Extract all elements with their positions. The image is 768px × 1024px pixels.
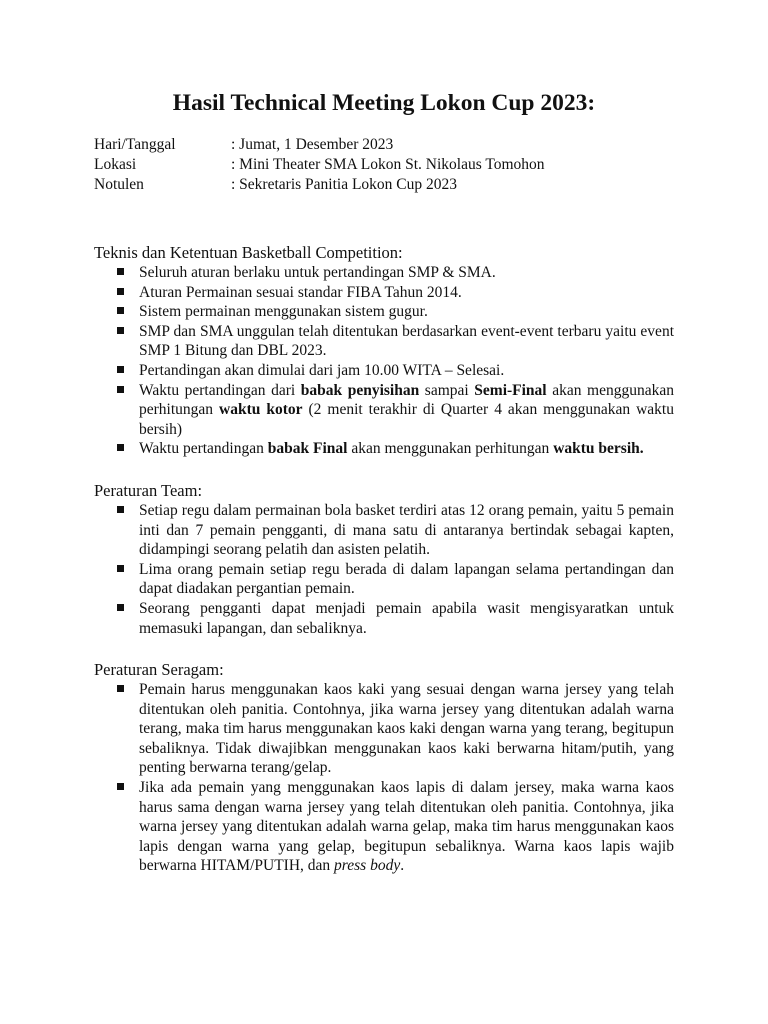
section [94,659,674,876]
square-bullet-icon [117,268,124,275]
list-item [94,680,674,778]
text-run: akan menggunakan perhitungan [139,381,674,419]
section-title: Peraturan Team: [94,480,203,500]
list-item [94,439,674,459]
list-item [94,302,674,322]
text-run: Seorang pengganti dapat menjadi pemain apabila wasit mengisyaratkan untuk memasuki lapangan, dan sebaliknya. [139,599,674,637]
list-item [94,263,674,283]
meta-value: : Jumat, 1 Desember 2023 [231,136,394,153]
text-run: Pemain harus menggunakan kaos kaki yang sesuai dengan warna jersey yang telah ditentukan oleh panitia. Contohnya, jika warna jersey yang ditentukan adalah warna terang, maka tim harus menggunakan kaos kaki dengan warna yang terang, begitupun sebaliknya. Tidak diwajibkan menggunakan kaos kaki berwarna hitam/putih, yang penting berwarna terang/gelap. [139,681,674,777]
section-title: Peraturan Seragam: [94,660,224,680]
section [94,480,674,638]
square-bullet-icon [117,288,124,295]
text-run: akan menggunakan perhitungan [347,440,554,458]
text-run: sampai [419,381,475,399]
square-bullet-icon [117,783,124,790]
text-run: Sistem permainan menggunakan sistem gugur. [139,303,428,321]
list-item [94,381,674,440]
meta-value: : Sekretaris Panitia Lokon Cup 2023 [231,176,458,193]
text-run: Waktu pertandingan [139,440,268,458]
text-run: SMP dan SMA unggulan telah ditentukan berdasarkan event-event terbaru yaitu event SMP 1 Bitung dan DBL 2023. [139,322,674,360]
bold-text: babak penyisihan [300,381,420,399]
section [94,242,674,459]
text-run: Aturan Permainan sesuai standar FIBA Tahun 2014. [139,283,462,301]
text-run: . [400,857,405,875]
list-item [94,501,674,560]
meta-row-date [94,135,674,155]
meta-block [94,135,674,195]
list-item [94,599,674,638]
meta-row-location [94,155,674,175]
bullet-list [94,680,674,876]
text-run: Pertandingan akan dimulai dari jam 10.00 WITA – Selesai. [139,361,505,379]
meta-key: Notulen [94,176,144,193]
bold-text: waktu bersih. [553,440,644,458]
square-bullet-icon [117,366,124,373]
text-run: Jika ada pemain yang menggunakan kaos lapis di dalam jersey, maka warna kaos harus sama dengan warna jersey yang telah ditentukan oleh panitia. Contohnya, jika warna jersey yang ditentukan adalah warna gelap, maka tim harus menggunakan kaos lapis dengan warna yang gelap, begitupun sebaliknya. Warna kaos lapis wajib berwarna HITAM/PUTIH, dan [139,779,674,875]
list-item [94,283,674,303]
square-bullet-icon [117,307,124,314]
square-bullet-icon [117,685,124,692]
section-title: Teknis dan Ketentuan Basketball Competition: [94,243,403,262]
document-title: Hasil Technical Meeting Lokon Cup 2023: [172,90,596,116]
bullet-list [94,263,674,459]
square-bullet-icon [117,444,124,451]
bullet-list [94,501,674,638]
list-item [94,322,674,361]
meta-value: : Mini Theater SMA Lokon St. Nikolaus Tomohon [231,156,545,173]
list-item [94,361,674,381]
text-run: (2 menit terakhir di Quarter 4 akan menggunakan waktu bersih) [139,401,674,438]
italic-text: press body [334,857,401,875]
sections-container [94,242,674,876]
bold-text: Semi-Final [474,381,547,399]
text-run: Lima orang pemain setiap regu berada di dalam lapangan selama pertandingan dan dapat diadakan pergantian pemain. [139,560,674,598]
square-bullet-icon [117,327,124,334]
square-bullet-icon [117,386,124,393]
bold-text: waktu kotor [219,401,303,419]
list-item [94,778,674,876]
text-run: Seluruh aturan berlaku untuk pertandingan SMP & SMA. [139,264,496,281]
list-item [94,560,674,599]
square-bullet-icon [117,506,124,513]
text-run: Setiap regu dalam permainan bola basket terdiri atas 12 orang pemain, yaitu 5 pemain inti dan 7 pemain pengganti, di mana satu di antaranya bertindak sebagai kapten, didampingi seorang pelatih dan asisten pelatih. [139,501,674,559]
bold-text: babak Final [267,440,348,458]
square-bullet-icon [117,565,124,572]
meta-key: Lokasi [94,156,137,173]
square-bullet-icon [117,604,124,611]
meta-row-notes [94,175,674,195]
text-run: Waktu pertandingan dari [139,381,301,399]
meta-key: Hari/Tanggal [94,136,176,153]
